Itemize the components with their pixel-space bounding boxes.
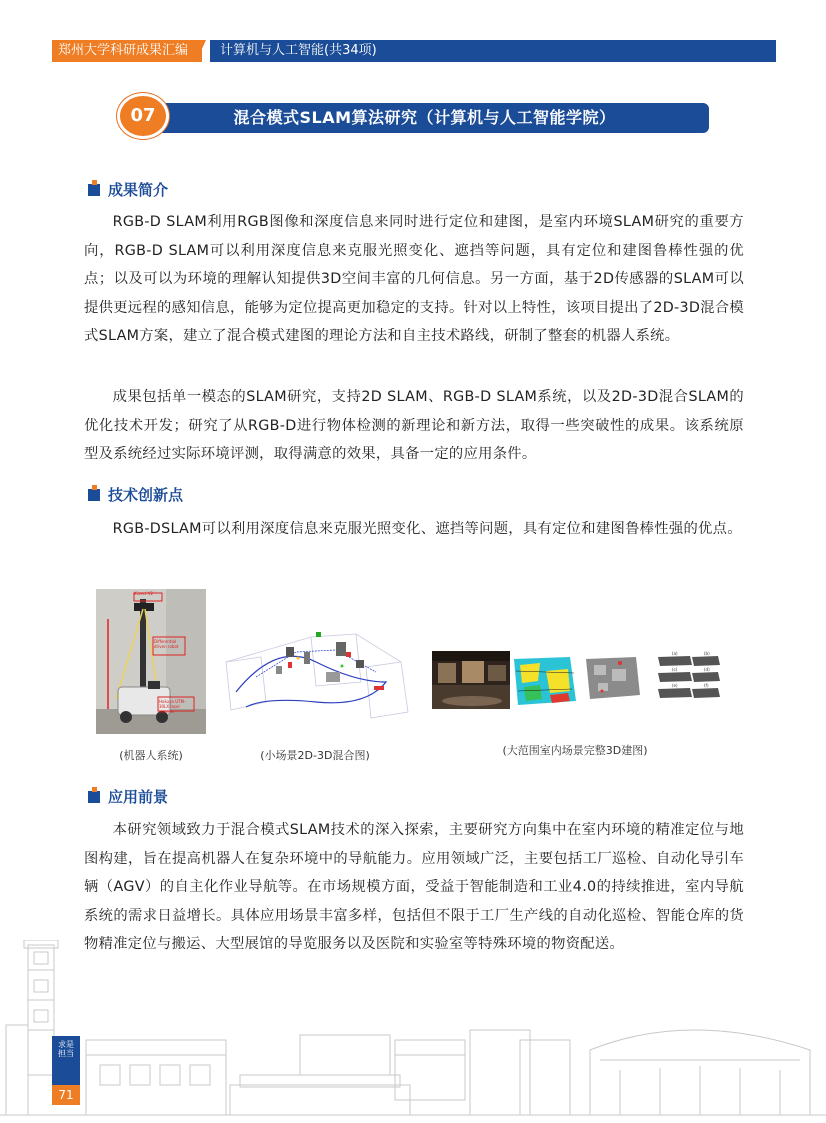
small-scene-map (216, 622, 414, 722)
subfig-label-b: (b) (704, 651, 710, 656)
section-heading-intro (88, 180, 168, 200)
campus-skyline-illustration (0, 940, 826, 1123)
intro-paragraph-2: 成果包括单一模态的SLAM研究，支持2D SLAM、RGB-D SLAM系统，以及2D-3D混合SLAM的优化技术开发；研究了从RGB-D进行物体检测的新理论和新方法，取得一些突破性的成果。该系统原型及系统经过实际环境评测，取得满意的效果，具备一定的应用条件。 (84, 389, 744, 462)
large-scene-3d-views (580, 651, 722, 709)
header-divider (196, 40, 206, 62)
application-paragraph: 本研究领域致力于混合模式SLAM技术的深入探索，主要研究方向集中在室内环境的精准定位与地图构建，旨在提高机器人在复杂环境中的导航能力。应用领域广泛，主要包括工厂巡检、自动化导引车辆（AGV）的自主化作业导航等。在市场规模方面，受益于智能制造和工业4.0的持续推进，室内导航系统的需求日益增长。具体应用场景丰富多样，包括但不限于工厂生产线的自动化巡检、智能仓库的货物精准定位与搬运、大型展馆的导览服务以及医院和实验室等特殊环境的物资配送。 (84, 822, 744, 952)
innovation-paragraph: RGB-DSLAM可以利用深度信息来克服光照变化、遮挡等问题，具有定位和建图鲁棒性强的优点。 (112, 521, 742, 537)
section-heading-text: 应用前景 (108, 788, 169, 806)
section-heading-application (88, 787, 168, 807)
large-scene-pointcloud (510, 651, 580, 709)
robot-label-laser: Hokuyo UTM-30LX laser scanner (159, 699, 186, 714)
section-marker-icon (88, 489, 100, 501)
robot-label-kinect: Kinect V2 (134, 591, 154, 596)
title-banner (140, 103, 709, 133)
large-scene-photo-top (432, 651, 510, 709)
header-left-label: 郑州大学科研成果汇编 (52, 40, 202, 62)
intro-paragraph-1: RGB-D SLAM利用RGB图像和深度信息来同时进行定位和建图，是室内环境SLAM研究的重要方向，RGB-D SLAM可以利用深度信息来克服光照变化、遮挡等问题，具有定位和建图鲁棒性强的优点；以及可以为环境的理解认知提供3D空间丰富的几何信息。另一方面，基于2D传感器的SLAM可以提供更远程的感知信息，能够为定位提高更加稳定的支持。针对以上特性，该项目提出了2D-3D混合模式SLAM方案，建立了混合模式建图的理论方法和自主技术路线，研制了整套的机器人系统。 (84, 214, 744, 344)
section-heading-text: 技术创新点 (108, 486, 184, 504)
section-marker-icon (88, 791, 100, 803)
section-marker-icon (88, 184, 100, 196)
small-scene-caption: (小场景2D-3D混合图) (260, 749, 370, 762)
robot-label-driven: Differential driven robot (154, 639, 179, 649)
section-heading-text: 成果简介 (108, 181, 169, 199)
robot-caption: (机器人系统) (119, 749, 183, 762)
large-scene-caption: (大范围室内场景完整3D建图) (502, 744, 648, 757)
subfig-label-d: (d) (704, 667, 710, 672)
section-heading-innovation (88, 485, 183, 505)
page-title: 混合模式SLAM算法研究（计算机与人工智能学院） (233, 108, 616, 127)
subfig-label-c: (c) (672, 667, 678, 672)
footer-vertical-text: 求是担当 (58, 1040, 74, 1058)
robot-system-photo (96, 589, 206, 734)
subfig-label-f: (f) (704, 683, 709, 688)
page-number: 71 (52, 1085, 80, 1105)
subfig-label-a: (a) (672, 651, 678, 656)
large-scene-bottom-strip (432, 709, 722, 713)
subfig-label-e: (e) (672, 683, 678, 688)
title-number-badge: 07 (117, 93, 169, 139)
header-right-label: 计算机与人工智能(共34项) (210, 40, 776, 62)
